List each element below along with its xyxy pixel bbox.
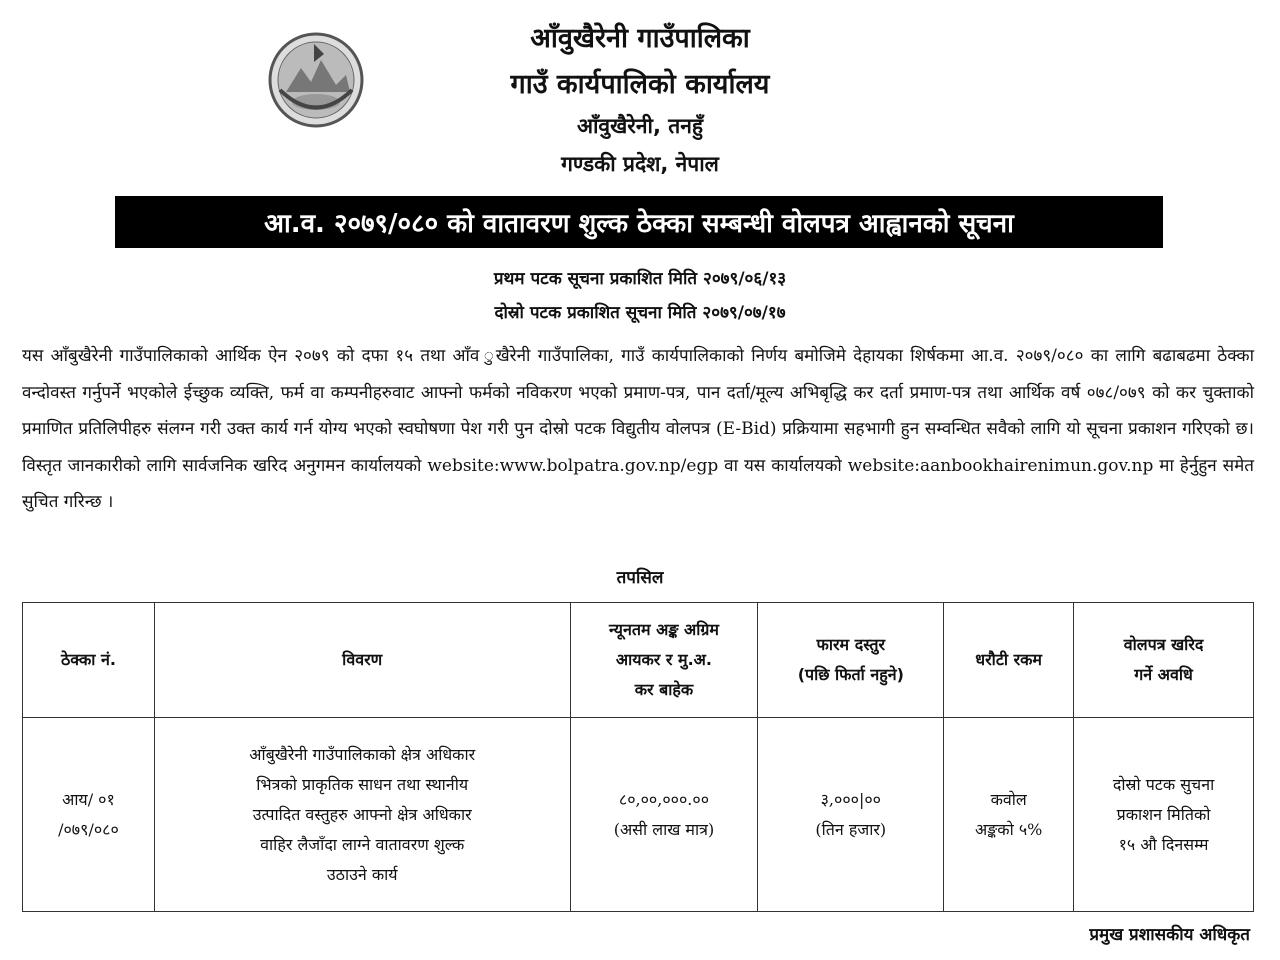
cell-form-fee: ३,०००|०० (तिन हजार): [758, 718, 944, 912]
table-row: [23, 718, 1254, 912]
header-purchase-period: वोलपत्र खरिद गर्ने अवधि: [1074, 603, 1254, 718]
office-name: आँवुखैरेनी गाउँपालिका: [530, 23, 750, 54]
first-publish-date: प्रथम पटक सूचना प्रकाशित मिति २०७९/०६/१३: [493, 269, 787, 289]
nepal-government-emblem-icon: [266, 30, 366, 130]
office-subtitle: गाउँ कार्यपालिको कार्यालय: [510, 69, 770, 100]
notice-body: यस आँबुखैरेनी गाउँपालिकाको आर्थिक ऐन २०७९ को दफा १५ तथा आँव ुखैरेनी गाउँपालिका, गाउँ कार्यपालिकाको निर्णय बमोजिमे देहायका शिर्षकमा आ.व. २०७९/०८० का लागि बढाबढमा ठेक्का वन्दोवस्त गर्नुपर्ने भएकोले ईच्छुक व्यक्ति, फर्म वा कम्पनीहरुवाट आफ्नो फर्मको नविकरण भएको प्रमाण-पत्र, पान दर्ता/मूल्य अभिबृद्धि कर दर्ता प्रमाण-पत्र तथा आर्थिक वर्ष ०७८/०७९ को कर चुक्ताको प्रमाणित प्रतिलिपीहरु संलग्न गरी उक्त कार्य गर्न योग्य भएको स्वघोषणा पेश गरी पुन दोस्रो पटक विद्युतीय वोलपत्र (E-Bid) प्रक्रियामा सहभागी हुन सम्वन्धित सवैको लागि यो सूचना प्रकाशन गरिएको छ। विस्तृत जानकारीको लागि सार्वजनिक खरिद अनुगमन कार्यालयको website:www.bolpatra.gov.np/egp वा यस कार्यालयको website:aanbookhairenimun.gov.np मा हेर्नुहुन समेत सुचित गरिन्छ ।: [22, 346, 1254, 512]
table-caption: तपसिल: [616, 568, 664, 588]
cell-deposit: कवोल अङ्कको ५%: [944, 718, 1074, 912]
header-description: विवरण: [154, 603, 570, 718]
notice-title-banner: [115, 196, 1163, 248]
second-publish-date: दोस्रो पटक प्रकाशित सूचना मिति २०७९/०७/१७: [494, 303, 786, 323]
cell-description: आँबुखैरेनी गाउँपालिकाको क्षेत्र अधिकार भित्रको प्राकृतिक साधन तथा स्थानीय उत्पादित वस्तुहरु आफ्नो क्षेत्र अधिकार वाहिर लैजाँदा लाग्ने वातावरण शुल्क उठाउने कार्य: [154, 718, 570, 912]
header-form-fee: फारम दस्तुर (पछि फिर्ता नहुने): [758, 603, 944, 718]
header-contract-number: ठेक्का नं.: [23, 603, 155, 718]
signatory-title: प्रमुख प्रशासकीय अधिकृत: [1089, 925, 1250, 945]
office-province: गण्डकी प्रदेश, नेपाल: [561, 152, 719, 176]
header-deposit: धरौटी रकम: [944, 603, 1074, 718]
notice-title: आ.व. २०७९/०८० को वातावरण शुल्क ठेक्का सम्बन्धी वोलपत्र आह्वानको सूचना: [264, 209, 1014, 239]
header-minimum-amount: न्यूनतम अङ्क अग्रिम आयकर र मु.अ. कर बाहेक: [570, 603, 758, 718]
cell-minimum-amount: ८०,००,०००.०० (असी लाख मात्र): [570, 718, 758, 912]
contract-table: [22, 602, 1254, 912]
cell-contract-number: आय/ ०१ /०७९/०८०: [23, 718, 155, 912]
table-header-row: [23, 603, 1254, 718]
cell-purchase-period: दोस्रो पटक सुचना प्रकाशन मितिको १५ औ दिनसम्म: [1074, 718, 1254, 912]
office-address: आँवुखैरेनी, तनहुँ: [576, 114, 704, 138]
